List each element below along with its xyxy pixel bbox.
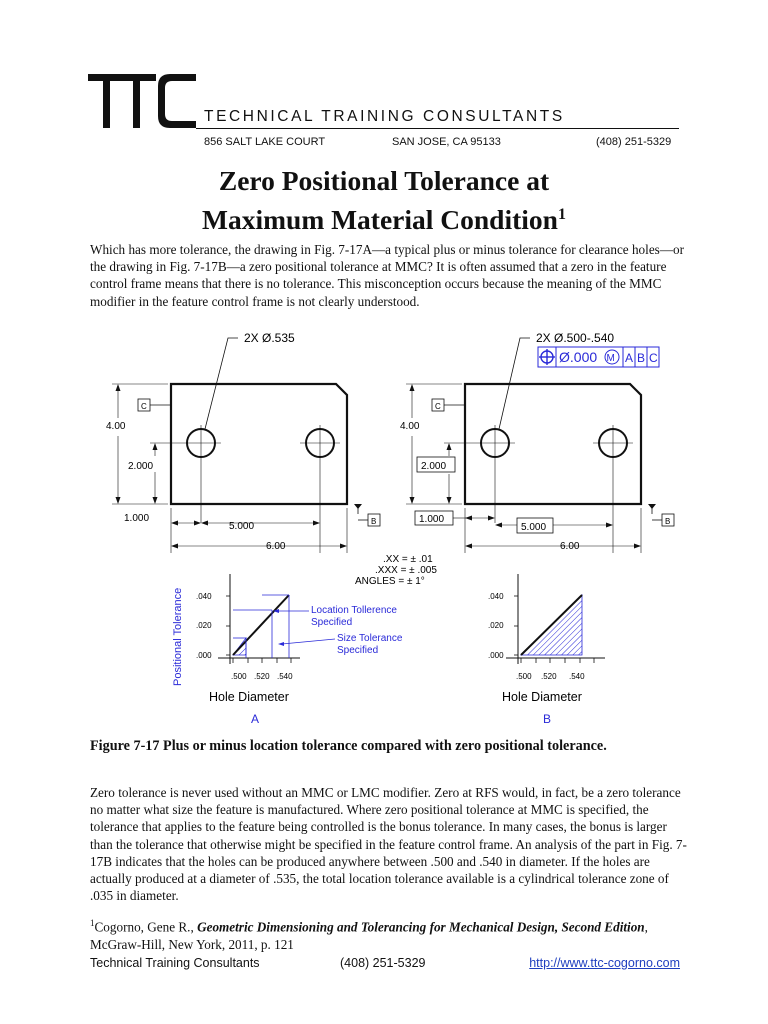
a-dim-spacing: 5.000 bbox=[229, 521, 255, 532]
annot-size-tol: Size Tolerance bbox=[337, 633, 403, 644]
fcf-datum-a: A bbox=[625, 351, 634, 365]
fcf-datum-c: C bbox=[649, 351, 658, 365]
graph-a-bonus-line bbox=[233, 595, 289, 655]
graph-y-axis-label: Positional Tolerance bbox=[172, 587, 184, 686]
city-address: SAN JOSE, CA 95133 bbox=[392, 136, 501, 148]
graph-a bbox=[172, 574, 403, 726]
a-hole-callout: 2X Ø.535 bbox=[244, 331, 295, 345]
header-phone: (408) 251-5329 bbox=[596, 136, 672, 148]
graph-b-ytick-000: .000 bbox=[488, 651, 504, 660]
title-line-2-text: Maximum Material Condition bbox=[202, 204, 558, 236]
a-datum-b: B bbox=[371, 517, 377, 526]
feature-control-frame bbox=[538, 347, 659, 367]
fcf-tolerance: Ø.000 bbox=[559, 349, 598, 365]
fcf-datum-b: B bbox=[637, 351, 646, 365]
graph-a-panel-label: A bbox=[251, 712, 260, 726]
footnote bbox=[90, 914, 690, 954]
graph-b-xtick-540: .540 bbox=[569, 672, 585, 681]
a-dim-height: 4.00 bbox=[106, 421, 126, 432]
graph-b bbox=[488, 574, 605, 726]
b-datum-c: C bbox=[435, 402, 441, 411]
drawing-b bbox=[400, 331, 674, 553]
annot-size-tol-2: Specified bbox=[337, 645, 379, 656]
ttc-logo bbox=[88, 72, 200, 137]
figure-caption: Figure 7-17 Plus or minus location tolerance compared with zero positional tolerance. bbox=[90, 738, 607, 754]
b-datum-b: B bbox=[665, 517, 671, 526]
a-dim-hole-y: 2.000 bbox=[128, 461, 154, 472]
footnote-book-title: Geometric Dimensioning and Tolerancing for Mechanical Design, Second Edition bbox=[197, 919, 645, 935]
tol-angles: ANGLES = ± 1° bbox=[355, 576, 425, 587]
graph-a-xtick-500: .500 bbox=[231, 672, 247, 681]
graph-a-ytick-000: .000 bbox=[196, 651, 212, 660]
company-name: TECHNICAL TRAINING CONSULTANTS bbox=[204, 108, 565, 125]
graph-a-ytick-040: .040 bbox=[196, 592, 212, 601]
tol-two-place: .XX = ± .01 bbox=[383, 554, 433, 565]
page-title bbox=[0, 164, 768, 237]
graph-b-x-axis-label: Hole Diameter bbox=[502, 690, 582, 704]
graph-a-xtick-540: .540 bbox=[277, 672, 293, 681]
b-dim-width: 6.00 bbox=[560, 541, 580, 552]
graph-b-xtick-500: .500 bbox=[516, 672, 532, 681]
b-dim-height: 4.00 bbox=[400, 421, 420, 432]
b-dim-spacing: 5.000 bbox=[521, 522, 547, 533]
a-dim-width: 6.00 bbox=[266, 541, 286, 552]
footnote-publisher: , McGraw-Hill, New York, 2011, p. 121 bbox=[90, 919, 648, 953]
graph-a-x-axis-label: Hole Diameter bbox=[209, 690, 289, 704]
graph-b-ytick-040: .040 bbox=[488, 592, 504, 601]
title-line-1: Zero Positional Tolerance at bbox=[218, 165, 550, 196]
drawing-a bbox=[106, 331, 380, 553]
b-dim-hole-x1: 1.000 bbox=[419, 514, 445, 525]
graph-b-xtick-520: .520 bbox=[541, 672, 557, 681]
tol-three-place: .XXX = ± .005 bbox=[375, 565, 437, 576]
street-address: 856 SALT LAKE COURT bbox=[204, 136, 326, 148]
b-hole-callout: 2X Ø.500-.540 bbox=[536, 331, 615, 345]
footer-company: Technical Training Consultants bbox=[90, 956, 260, 970]
a-dim-hole-x1: 1.000 bbox=[124, 513, 150, 524]
footer-website-link[interactable]: http://www.ttc-cogorno.com bbox=[529, 956, 680, 970]
a-datum-c: C bbox=[141, 402, 147, 411]
footnote-author: Cogorno, Gene R., bbox=[94, 919, 198, 935]
title-line-2 bbox=[0, 198, 768, 237]
graph-a-xtick-520: .520 bbox=[254, 672, 270, 681]
annot-location-tol-2: Specified bbox=[311, 617, 353, 628]
graph-b-ytick-020: .020 bbox=[488, 621, 504, 630]
footnote-marker: 1 bbox=[90, 918, 95, 928]
header-divider bbox=[196, 128, 679, 129]
figure-7-17 bbox=[0, 328, 768, 733]
footer-phone: (408) 251-5329 bbox=[340, 956, 426, 970]
graph-b-panel-label: B bbox=[543, 712, 552, 726]
intro-paragraph: Which has more tolerance, the drawing in Fig. 7-17A—a typical plus or minus tolerance for clearance holes—or the drawing in Fig. 7-17B—a zero positional tolerance at MMC? It is often assumed that a zero in the feature control frame means that there is no tolerance. This misconception occurs because the meaning of the MMC modifier in the feature control frame is not clearly understood. bbox=[90, 242, 684, 309]
graph-a-ytick-020: .020 bbox=[196, 621, 212, 630]
title-footnote-marker: 1 bbox=[557, 206, 566, 223]
b-dim-hole-y: 2.000 bbox=[421, 461, 447, 472]
general-tolerance-block bbox=[355, 554, 437, 587]
body-paragraph: Zero tolerance is never used without an MMC or LMC modifier. Zero at RFS would, in fact, be a zero tolerance no matter what size the feature is manufactured. Where zero positional tolerance at MMC is specified, the tolerance that applies to the feature being controlled is the bonus tolerance. In many cases, the bonus is larger than the tolerance that otherwise might be specified in the feature control frame. An analysis of the part in Fig. 7-17B indicates that the holes can be produced anywhere between .500 and .540 in diameter. If the holes are actually produced at a diameter of .535, the total location tolerance available is a cylindrical tolerance zone of .035 in diameter. bbox=[90, 785, 687, 904]
page-footer bbox=[90, 956, 680, 974]
annot-location-tol: Location Tollerence bbox=[311, 605, 397, 616]
fcf-mmc-modifier: M bbox=[606, 353, 615, 364]
